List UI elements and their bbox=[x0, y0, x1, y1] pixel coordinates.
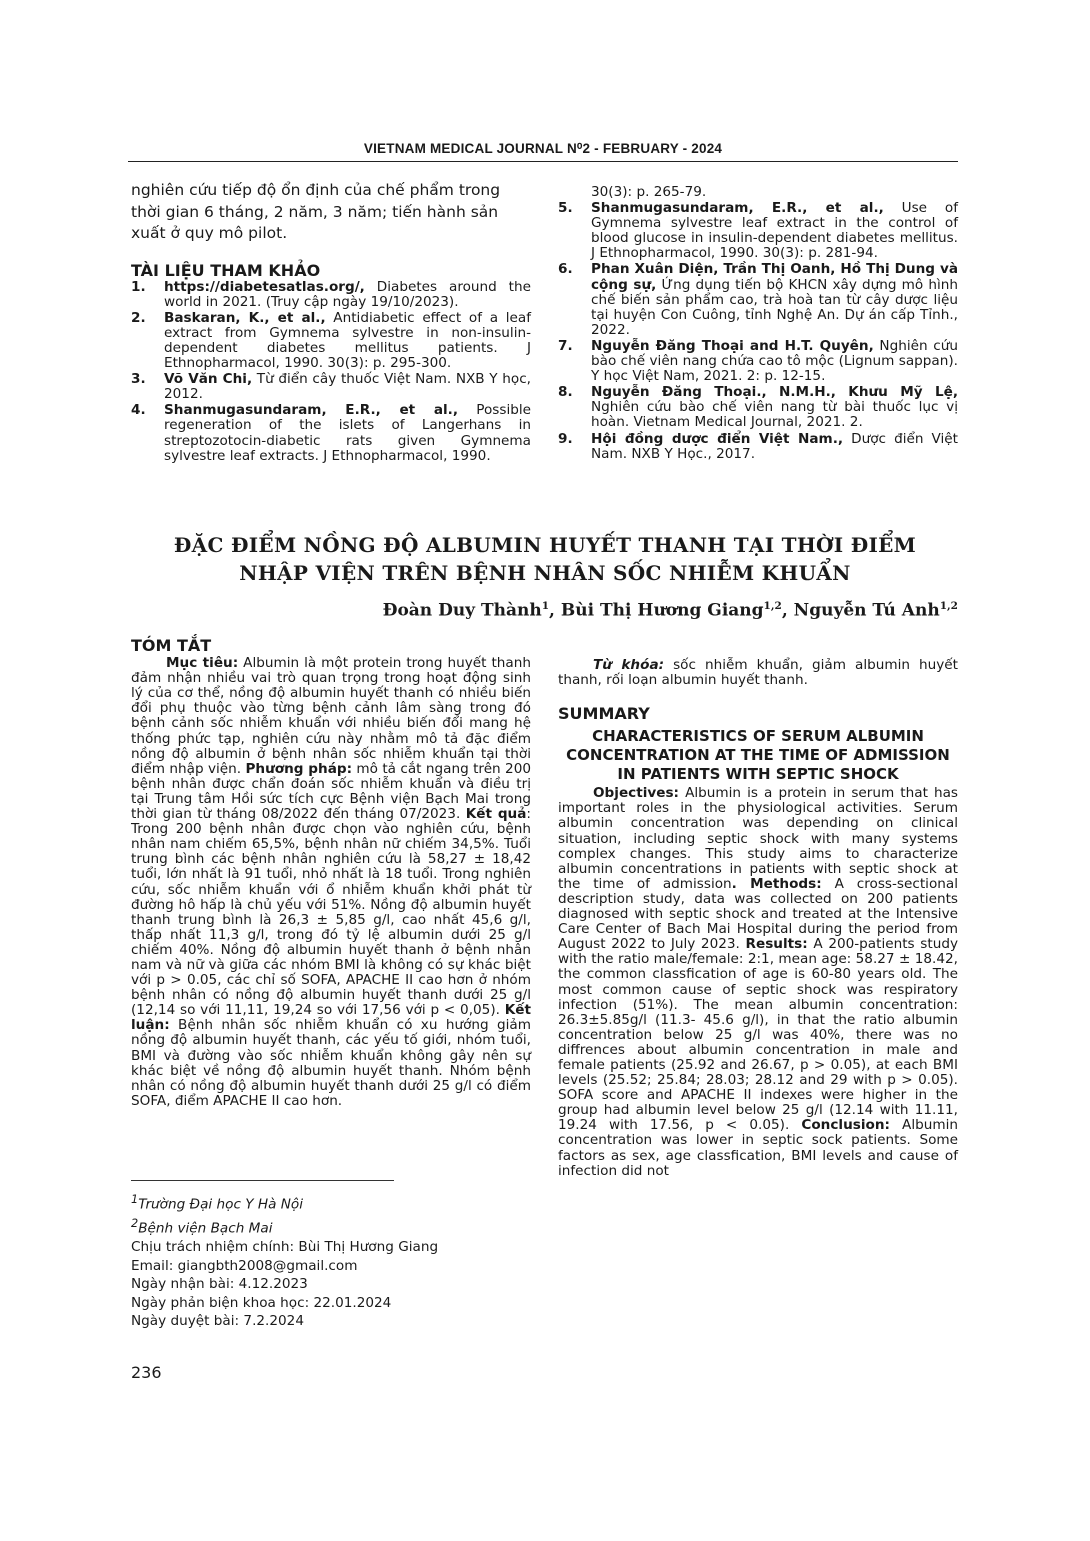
footnotes bbox=[131, 1190, 531, 1331]
reference-citation: Possible regeneration of the islets of Langerhans in streptozotocin-diabetic rats given Gymnema sylvestre leaf extracts. J Ethnopharmacol, 1990. bbox=[164, 402, 531, 464]
reference-item bbox=[131, 403, 531, 463]
reference-citation: Từ điển cây thuốc Việt Nam. NXB Y học, 2012. bbox=[164, 371, 531, 403]
conclusion-label: Kết luận: bbox=[131, 1002, 531, 1034]
results-text: A 200-patients study with the ratio male/female: 2:1, mean age: 58.27 ± 18.42, the common classfication of age is 60-80 years old. The most common cause of septic shock was respiratory infection (51%). The mean albumin concentration: 26.3±5.85g/l (11.3- 45.6 g/l), in that the ratio albumin concentration below 25 g/l was 40%, there was no diffrences about albumin concentration in male and female patients (25.92 and 26.67, p > 0.05), at each BMI levels (25.52; 25.84; 28.03; 28.12 and 29 with p > 0.05). SOFA score and APACHE II indexes were higher in the group had albumin level below 25 g/l (12.14 with 11.11, 19.24 with 17.56, p < 0.05). bbox=[558, 936, 959, 1134]
reference-number: 5. bbox=[558, 200, 573, 217]
reference-text bbox=[164, 311, 531, 371]
reference-item bbox=[131, 311, 531, 371]
reference-item bbox=[558, 432, 958, 462]
reference-citation: Dược điển Việt Nam. NXB Y Học., 2017. bbox=[591, 430, 958, 462]
ref-continuation-text: 30(3): p. 265-79. bbox=[591, 184, 707, 200]
reference-continuation bbox=[558, 185, 958, 200]
reference-text bbox=[164, 280, 531, 310]
conclusion-text-vi: Bệnh nhân sốc nhiễm khuẩn có xu hướng giảm nồng độ albumin huyết thanh, các yếu tố giới, nhóm tuổi, BMI và đường vào sốc nhiễm khuẩn không gây nên sự khác biệt về nồng độ albumin huyết thanh. Nhóm bệnh nhân có nồng độ albumin huyết thanh dưới 25 g/l có điểm SOFA, điểm APACHE II cao hơn. bbox=[131, 1017, 531, 1109]
reference-list-right bbox=[558, 201, 958, 462]
reference-number: 7. bbox=[558, 337, 573, 354]
reference-citation: Diabetes around the world in 2021. (Truy cập ngày 19/10/2023). bbox=[164, 278, 531, 310]
result-label: Kết quả bbox=[465, 806, 527, 823]
reference-item bbox=[131, 280, 531, 310]
abstract-vi-heading: TÓM TẮT bbox=[131, 636, 212, 655]
prev-article-left-column bbox=[131, 180, 531, 465]
reference-citation: Antidiabetic effect of a leaf extract from Gymnema sylvestre in non-insulin-dependent diabetes mellitus patients. J Ethnopharmacol, 1990. 30(3): p. 295-300. bbox=[164, 309, 531, 372]
affiliation-2: $^2$Bệnh viện Bạch Mai bbox=[131, 1216, 273, 1237]
reference-citation: Nghiên cứu bào chế viên nang từ bài thuốc lục vị hoàn. Vietnam Medical Journal, 2021. 2. bbox=[591, 399, 958, 431]
author-name: Đoàn Duy Thành bbox=[382, 600, 542, 621]
page-number: 236 bbox=[131, 1363, 162, 1382]
reference-number: 8. bbox=[558, 384, 573, 401]
reference-number: 3. bbox=[131, 371, 146, 388]
methods-label: . Methods: bbox=[731, 875, 822, 892]
reference-number: 9. bbox=[558, 430, 573, 447]
reference-number: 4. bbox=[131, 402, 146, 419]
method-label: Phương pháp: bbox=[245, 760, 353, 777]
keywords-label: Từ khóa: bbox=[593, 657, 665, 673]
corresponding-author: Chịu trách nhiệm chính: Bùi Thị Hương Giang bbox=[131, 1239, 439, 1256]
summary-heading: SUMMARY bbox=[558, 704, 650, 724]
reference-text bbox=[591, 432, 958, 462]
reference-authors: Nguyễn Đăng Thoại and H.T. Quyên, bbox=[591, 337, 874, 354]
reference-authors: Shanmugasundaram, E.R., et al., bbox=[164, 402, 458, 419]
article-title bbox=[150, 531, 940, 587]
results-label: Results: bbox=[745, 936, 808, 953]
objective-text: Albumin là một protein trong huyết thanh đảm nhận nhiều vai trò quan trọng trong hoạt động sinh lý của cơ thể, nồng độ albumin huyết thanh có nhiều biến đổi phụ thuộc vào từng bệnh cảnh lâm sàng trong đó bệnh cảnh sốc nhiễm khuẩn với nhiều biến đổi mang hệ thống phức tạp, nghiên cứu này nhằm mô tả đặc điểm nồng độ albumin ở bệnh nhân sốc nhiễm khuẩn tại thời điểm nhập viện. bbox=[131, 655, 531, 777]
objective-label: Mục tiêu: bbox=[166, 655, 239, 672]
abstract-vi-body bbox=[131, 656, 531, 1109]
objectives-label: Objectives: bbox=[593, 785, 679, 802]
method-text: mô tả cắt ngang trên 200 bệnh nhân được chẩn đoán sốc nhiễm khuẩn và điều trị tại Trung tâm Hồi sức tích cực Bệnh viện Bạch Mai trong thời gian từ tháng 08/2022 đến tháng 07/2023. bbox=[131, 760, 531, 823]
reference-text bbox=[591, 262, 958, 337]
english-title: CHARACTERISTICS OF SERUM ALBUMIN CONCENTRATION AT THE TIME OF ADMISSION IN PATIENTS WITH SEPTIC SHOCK bbox=[566, 727, 950, 784]
author-affiliation: 1,2 bbox=[939, 600, 958, 612]
title-line-1: ĐẶC ĐIỂM NỒNG ĐỘ ALBUMIN HUYẾT THANH TẠI THỜI ĐIỂM bbox=[173, 533, 917, 557]
reference-list-left bbox=[131, 280, 531, 464]
reference-citation: Nghiên cứu bào chế viên nang chứa cao tô mộc (Lignum sappan). Y học Việt Nam, 2021. 2: p. 12-15. bbox=[591, 337, 958, 385]
author-line: Đoàn Duy Thành$^1$, Bùi Thị Hương Giang$^{1,2}$, Nguyễn Tú Anh$^{1,2}$ bbox=[382, 600, 958, 621]
reference-item bbox=[558, 339, 958, 384]
author-affiliation: 1,2 bbox=[763, 600, 782, 612]
objectives-text: Albumin is a protein in serum that has important roles in the physiological activities. Serum albumin concentration was depending on clinical situation, including septic shock with many systems complex changes. This study aims to characterize albumin concentrations in patients with septic shock at the time of admission bbox=[558, 785, 958, 892]
header-divider bbox=[128, 161, 958, 162]
reference-number: 6. bbox=[558, 261, 573, 278]
reference-item bbox=[558, 262, 958, 337]
reference-authors: Nguyễn Đăng Thoại., N.M.H., Khưu Mỹ Lệ, bbox=[591, 384, 958, 401]
author-name: Nguyễn Tú Anh bbox=[793, 600, 940, 621]
reference-citation: Ứng dụng tiến bộ KHCN xây dựng mô hình chế biến sản phẩm cao, trà hoà tan từ cây dược liệu tại huyện Con Cuông, tỉnh Nghệ An. Dự án cấp Tỉnh., 2022. bbox=[591, 276, 958, 338]
prev-article-right-column bbox=[558, 185, 958, 463]
received-date: Ngày nhận bài: 4.12.2023 bbox=[131, 1276, 308, 1293]
accepted-date: Ngày duyệt bài: 7.2.2024 bbox=[131, 1313, 304, 1330]
reference-text bbox=[591, 339, 958, 384]
reference-text bbox=[164, 403, 531, 463]
reference-authors: Phan Xuân Diện, Trần Thị Oanh, Hồ Thị Dung và cộng sự, bbox=[591, 261, 958, 293]
reference-number: 2. bbox=[131, 309, 146, 326]
reference-citation: Use of Gymnema sylvestre leaf extract in the control of blood glucose in insulin-dependent diabetes mellitus. J Ethnopharmacol, 1990. 30(3): p. 281-94. bbox=[591, 200, 958, 262]
author-name: Bùi Thị Hương Giang bbox=[560, 600, 764, 621]
reference-authors: Shanmugasundaram, E.R., et al., bbox=[591, 200, 884, 217]
email-line: Email: giangbth2008@gmail.com bbox=[131, 1257, 358, 1274]
closing-paragraph: nghiên cứu tiếp độ ổn định của chế phẩm trong thời gian 6 tháng, 2 năm, 3 năm; tiến hành sản xuất ở quy mô pilot. bbox=[131, 181, 501, 242]
footnote-divider bbox=[131, 1180, 394, 1181]
reference-item bbox=[131, 372, 531, 402]
keywords-text: sốc nhiễm khuẩn, giảm albumin huyết thanh, rối loạn albumin huyết thanh. bbox=[558, 657, 958, 689]
abstract-vi-column bbox=[131, 638, 531, 1109]
reference-authors: Hội đồng dược điển Việt Nam., bbox=[591, 430, 844, 447]
title-line-2: NHẬP VIỆN TRÊN BỆNH NHÂN SỐC NHIỄM KHUẨN bbox=[239, 561, 851, 585]
reference-authors: Baskaran, K., et al., bbox=[164, 309, 326, 326]
reference-number: 1. bbox=[131, 278, 146, 295]
reference-item bbox=[558, 201, 958, 261]
reference-authors: Võ Văn Chi, bbox=[164, 371, 253, 388]
methods-text: A cross-sectional description study, data was collected on 200 patients diagnosed with septic shock and treated at the Intensive Care Center of Bach Mai Hospital during the period from August 2022 to July 2023. bbox=[558, 875, 958, 953]
abstract-en-body bbox=[558, 786, 958, 1178]
conclusion-text-en: Albumin concentration was lower in septic sock patients. Some factors as sex, age classfication, BMI levels and cause of infection did not bbox=[558, 1117, 958, 1179]
reference-text bbox=[164, 372, 531, 402]
conclusion-label-en: Conclusion: bbox=[801, 1117, 890, 1134]
journal-header: VIETNAM MEDICAL JOURNAL N⁰2 - FEBRUARY - 2024 bbox=[363, 141, 723, 156]
review-date: Ngày phản biện khoa học: 22.01.2024 bbox=[131, 1294, 392, 1311]
affiliation-1: $^1$Trường Đại học Y Hà Nội bbox=[131, 1192, 304, 1213]
author-affiliation: 1 bbox=[541, 600, 550, 612]
reference-text bbox=[591, 201, 958, 261]
abstract-en-column bbox=[558, 658, 958, 1179]
references-heading: TÀI LIỆU THAM KHẢO bbox=[131, 260, 321, 280]
reference-item bbox=[558, 385, 958, 430]
reference-authors: https://diabetesatlas.org/, bbox=[164, 278, 365, 295]
keywords-paragraph bbox=[558, 658, 958, 688]
result-text: : Trong 200 bệnh nhân được chọn vào nghiên cứu, bệnh nhân nam chiếm 65,5%, bệnh nhân nữ chiếm 34,5%. Tuổi trung bình các bệnh nhân nghiên cứu là 58,27 ± 18,42 tuổi, lớn nhất là 91 tuổi, nhỏ nhất là 18 tuổi. Trong nghiên cứu, sốc nhiễm khuẩn với ổ nhiễm khuẩn khởi phát từ đường hô hấp là chủ yếu với 51%. Nồng độ albumin huyết thanh trung bình là 26,3 ± 5,85 g/l, cao nhất 45,6 g/l, thấp nhất 11,3 g/l, trong đó tỷ lệ albumin dưới 25 g/l chiếm 40%. Nồng độ albumin huyết thanh ở bệnh nhân nam và nữ và giữa các nhóm BMI là không có sự khác biệt với p > 0.05, các chỉ số SOFA, APACHE II cao hơn ở nhóm bệnh nhân có nồng độ albumin huyết thanh dưới 25 g/l (12,14 so với 11,11, 19,24 so với 17,56 với p < 0,05). bbox=[131, 806, 531, 1019]
reference-text bbox=[591, 385, 958, 430]
